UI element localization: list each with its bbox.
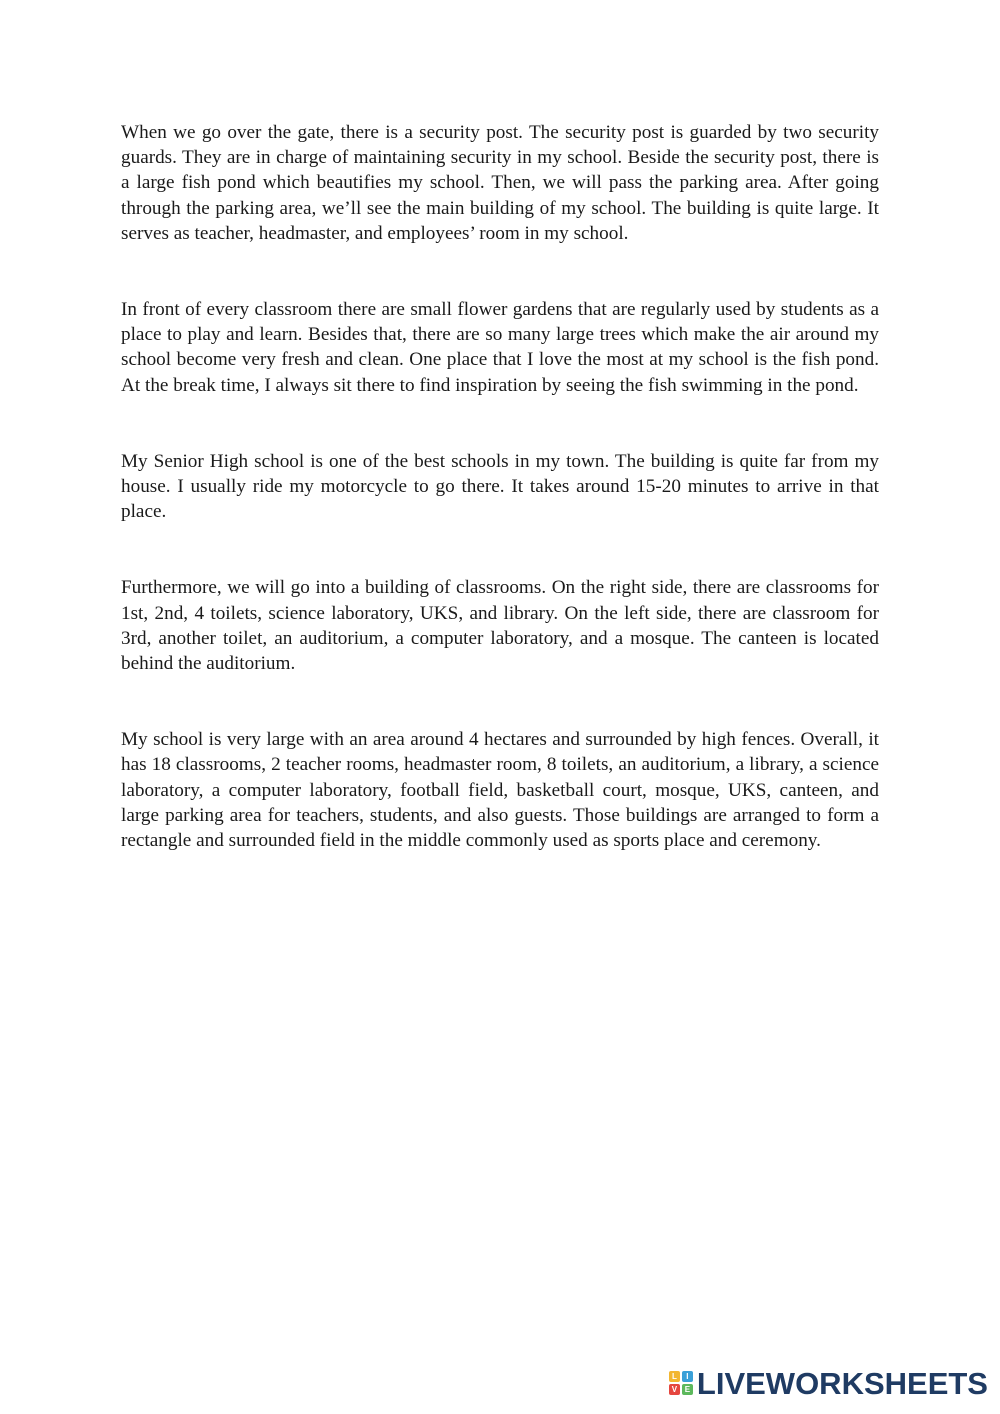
paragraph-2: In front of every classroom there are small flower gardens that are regularly used by students as a place to play and learn. Besides that, there are so many large trees which make the air around my school become very fresh and clean. One place that I love the most at my school is the fish pond. At the break time, I always sit there to find inspiration by seeing the fish swimming in the pond.: [121, 299, 879, 396]
paragraph-4: Furthermore, we will go into a building of classrooms. On the right side, there are classrooms for 1st, 2nd, 4 toilets, science laboratory, UKS, and library. On the left side, there are classroom for 3rd, another toilet, an auditorium, a computer laboratory, and a mosque. The canteen is located behind the auditorium.: [121, 577, 879, 675]
logo-tile-l: L: [669, 1371, 680, 1382]
logo-tile-v: V: [669, 1384, 680, 1395]
paragraph-1: When we go over the gate, there is a security post. The security post is guarded by two security guards. They are in charge of maintaining security in my school. Beside the security post, there is a large fish pond which beautifies my school. Then, we will pass the parking area. After going through the parking area, we’ll see the main building of my school. The building is quite large. It serves as teacher, headmaster, and employees’ room in my school.: [121, 122, 879, 244]
logo-text: LIVEWORKSHEETS: [696, 1365, 988, 1401]
logo-tile-e: E: [682, 1384, 693, 1395]
paragraph-3: My Senior High school is one of the best schools in my town. The building is quite far from my house. I usually ride my motorcycle to go there. It takes around 15-20 minutes to arrive in that place.: [121, 450, 879, 523]
paragraph-5: My school is very large with an area around 4 hectares and surrounded by high fences. Overall, it has 18 classrooms, 2 teacher rooms, headmaster room, 8 toilets, an auditorium, a library, a science laboratory, a computer laboratory, football field, basketball court, mosque, UKS, canteen, and large parking area for teachers, students, and also guests. Those buildings are arranged to form a rectangle and surrounded field in the middle commonly used as sports place and ceremony.: [121, 729, 879, 852]
logo-mark-icon: [669, 1371, 693, 1395]
worksheet-text: [121, 120, 879, 853]
liveworksheets-logo: [669, 1366, 988, 1400]
logo-tile-i: I: [682, 1371, 693, 1382]
